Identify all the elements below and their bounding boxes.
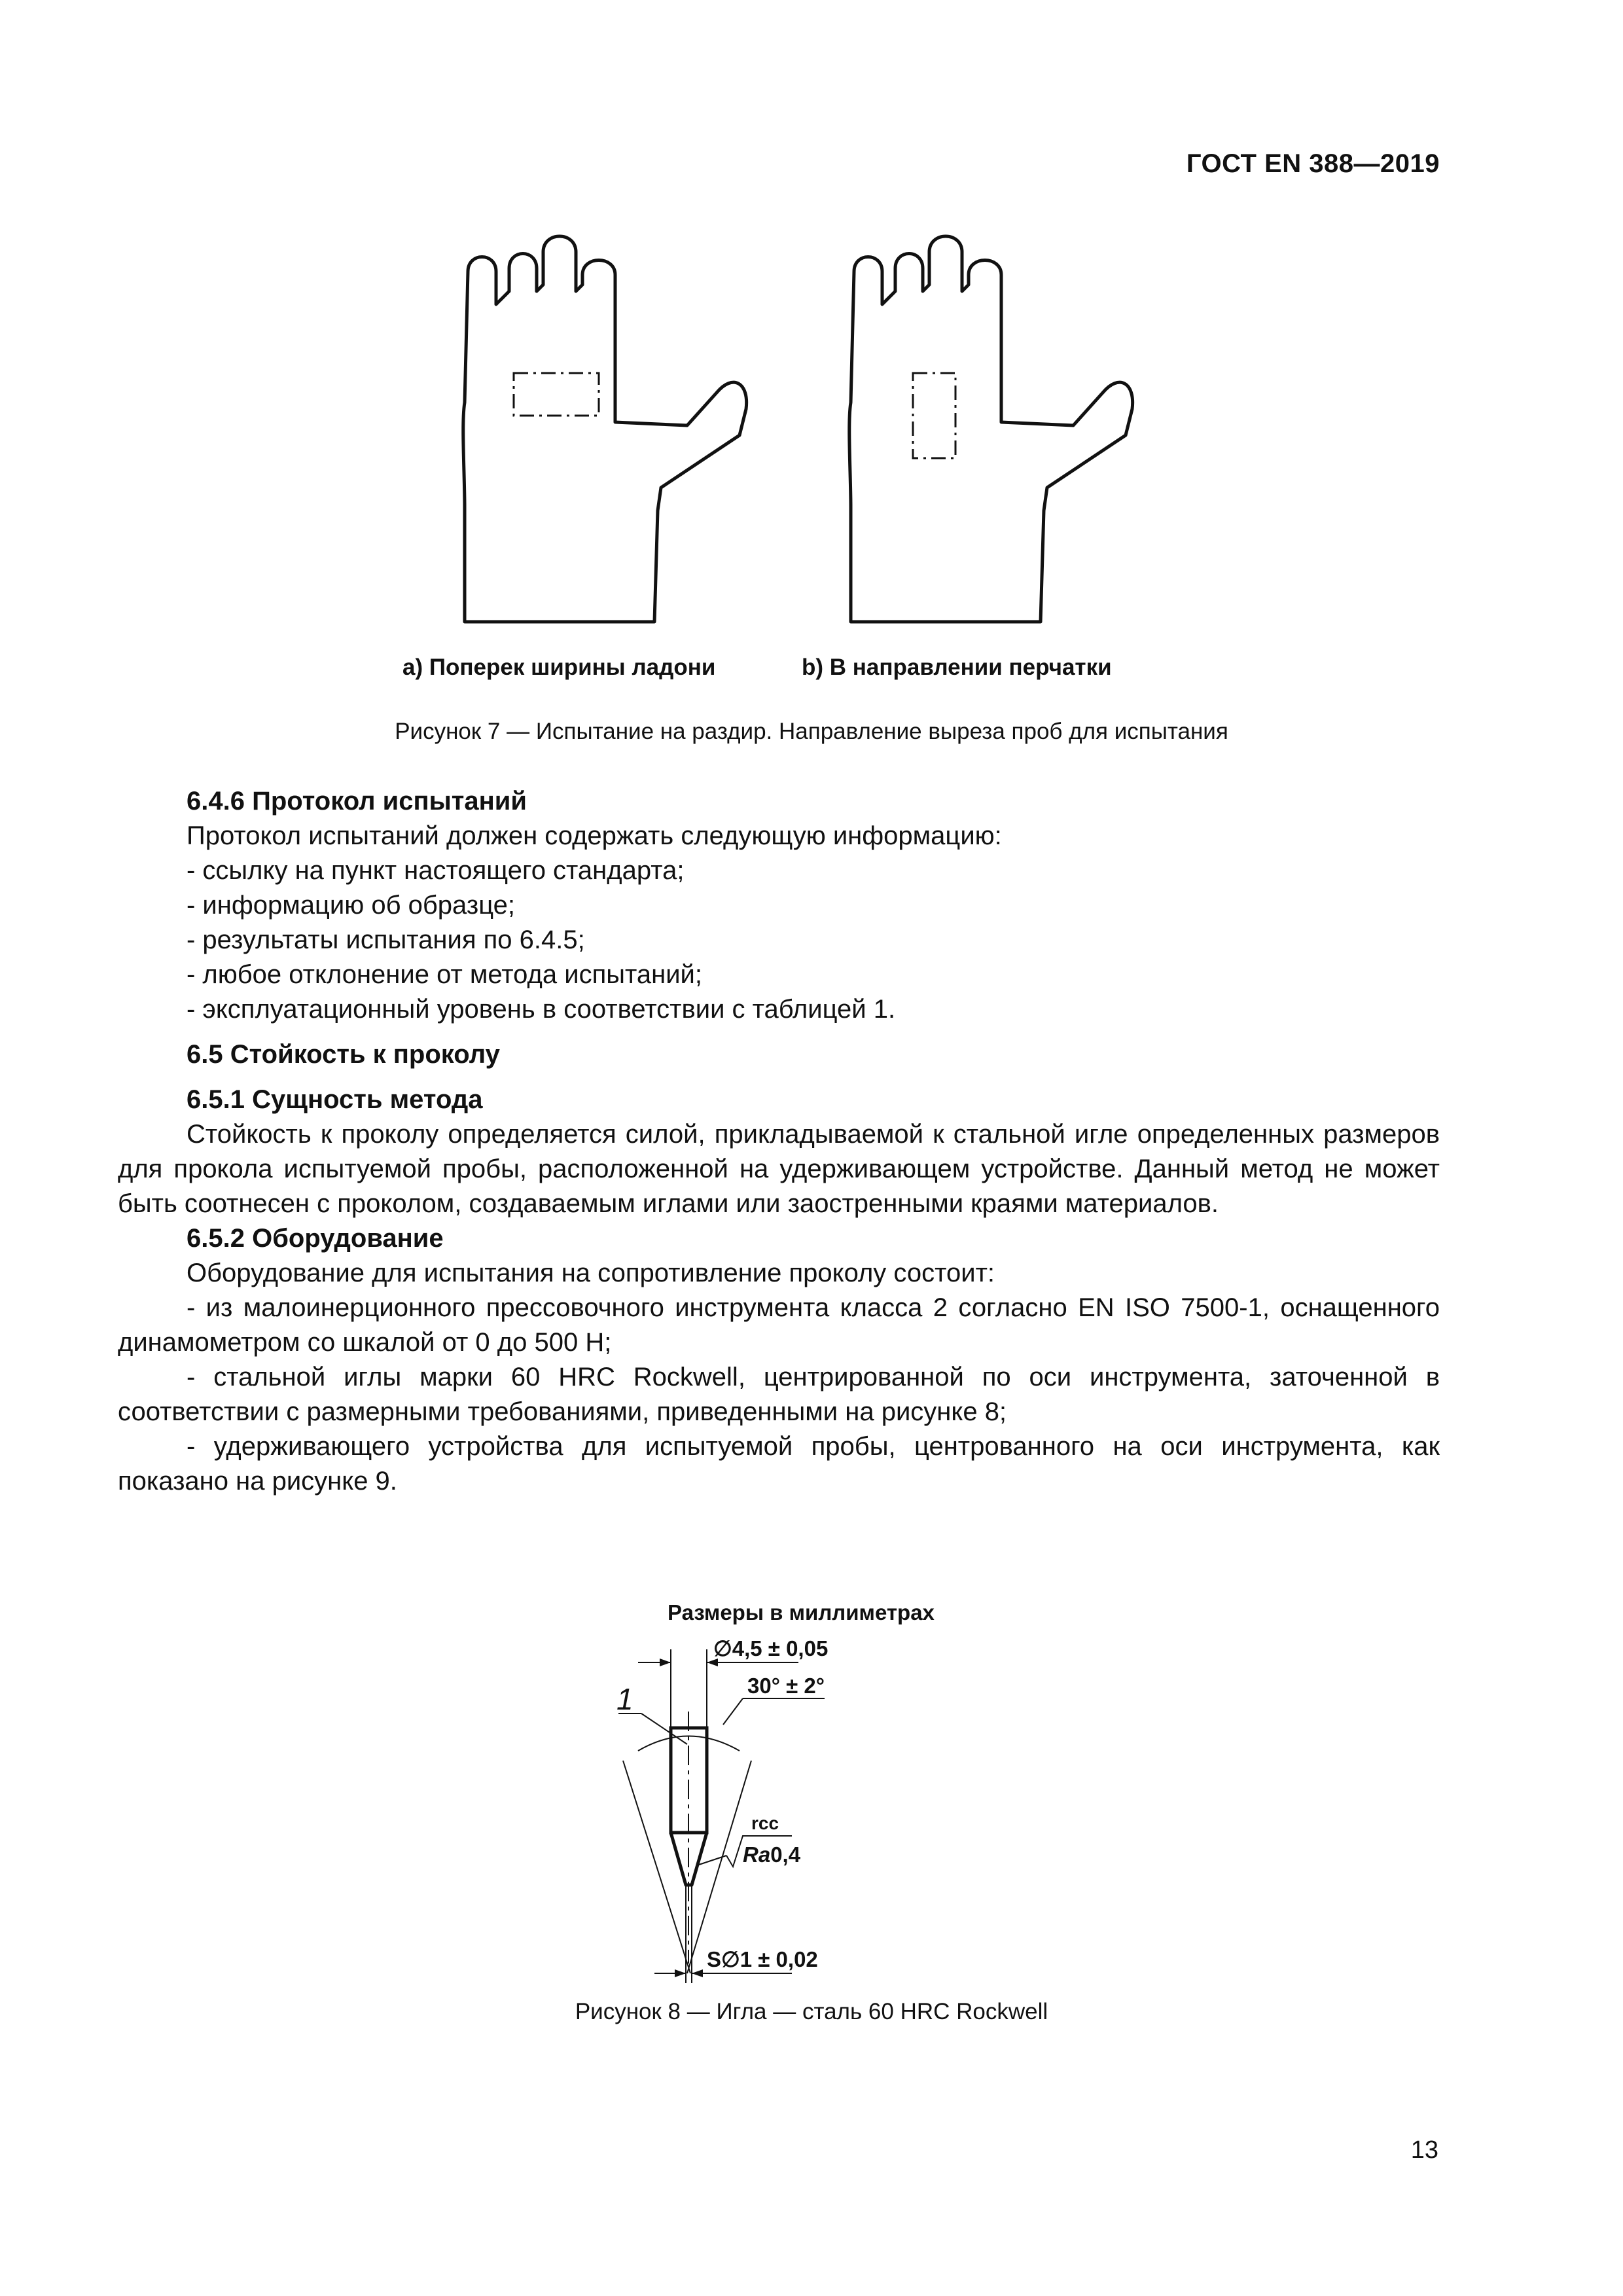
list-item: - результаты испытания по 6.4.5;	[187, 925, 585, 954]
figure-7-caption: Рисунок 7 — Испытание на раздир. Направление выреза проб для испытания	[395, 719, 1228, 744]
figure-7a-label: а) Поперек ширины ладони	[402, 655, 716, 680]
ra-label	[743, 1842, 801, 1867]
section-6-5-1-heading: 6.5.1 Сущность метода	[187, 1085, 483, 1114]
section-6-5-1-text: Стойкость к проколу определяется силой, прикладываемой к стальной игле определенных размеров для прокола испытуемой пробы, расположенной на удерживающем устройстве. Данный метод не может быть соотнесен с проколом, создаваемым иглами или заостренными краями материалов.	[118, 1120, 1440, 1218]
section-6-5-heading: 6.5 Стойкость к проколу	[187, 1040, 500, 1069]
diameter-label: ∅4,5 ± 0,05	[713, 1636, 829, 1660]
list-item: - эксплуатационный уровень в соответствии с таблицей 1.	[187, 995, 896, 1024]
callout-1: 1	[616, 1682, 633, 1716]
section-6-4-6-heading: 6.4.6 Протокол испытаний	[187, 787, 527, 816]
page-number: 13	[1410, 2136, 1438, 2164]
figure-8-units: Размеры в миллиметрах	[668, 1600, 935, 1624]
tip-label: S∅1 ± 0,02	[707, 1947, 818, 1971]
sample-a-rect	[514, 373, 599, 416]
list-item: - удерживающего устройства для испытуемой пробы, центрованного на оси инструмента, как показано на рисунке 9.	[118, 1432, 1440, 1496]
glove-b	[849, 236, 1133, 622]
ra-value: 0,4	[770, 1842, 801, 1867]
section-6-5-2-heading: 6.5.2 Оборудование	[187, 1224, 444, 1253]
document-id: ГОСТ EN 388—2019	[1186, 149, 1440, 178]
list-item: - стальной иглы марки 60 HRC Rockwell, центрированной по оси инструмента, заточенной в соответствии с размерными требованиями, приведенными на рисунке 8;	[118, 1363, 1440, 1426]
list-item: - информацию об образце;	[187, 891, 516, 920]
list-item: - ссылку на пункт настоящего стандарта;	[187, 856, 685, 885]
figure-7-gloves	[353, 226, 1204, 651]
section-6-5-2-intro: Оборудование для испытания на сопротивление проколу состоит:	[187, 1259, 995, 1287]
ra-symbol: Ra	[743, 1842, 771, 1867]
section-6-4-6-intro: Протокол испытаний должен содержать следующую информацию:	[187, 821, 1002, 850]
sample-b-rect	[913, 373, 955, 458]
figure-8-needle	[576, 1597, 916, 1990]
figure-7b-label: b) В направлении перчатки	[802, 655, 1112, 680]
list-item: - из малоинерционного прессовочного инструмента класса 2 согласно EN ISO 7500-1, оснащенного динамометром со шкалой от 0 до 500 Н;	[118, 1293, 1440, 1357]
angle-label: 30° ± 2°	[747, 1674, 825, 1698]
figure-8-caption: Рисунок 8 — Игла — сталь 60 HRC Rockwell	[575, 1999, 1048, 2024]
list-item: - любое отклонение от метода испытаний;	[187, 960, 703, 989]
document-body	[118, 784, 1440, 1499]
glove-a	[463, 236, 747, 622]
rcc-label: rcc	[751, 1813, 779, 1833]
